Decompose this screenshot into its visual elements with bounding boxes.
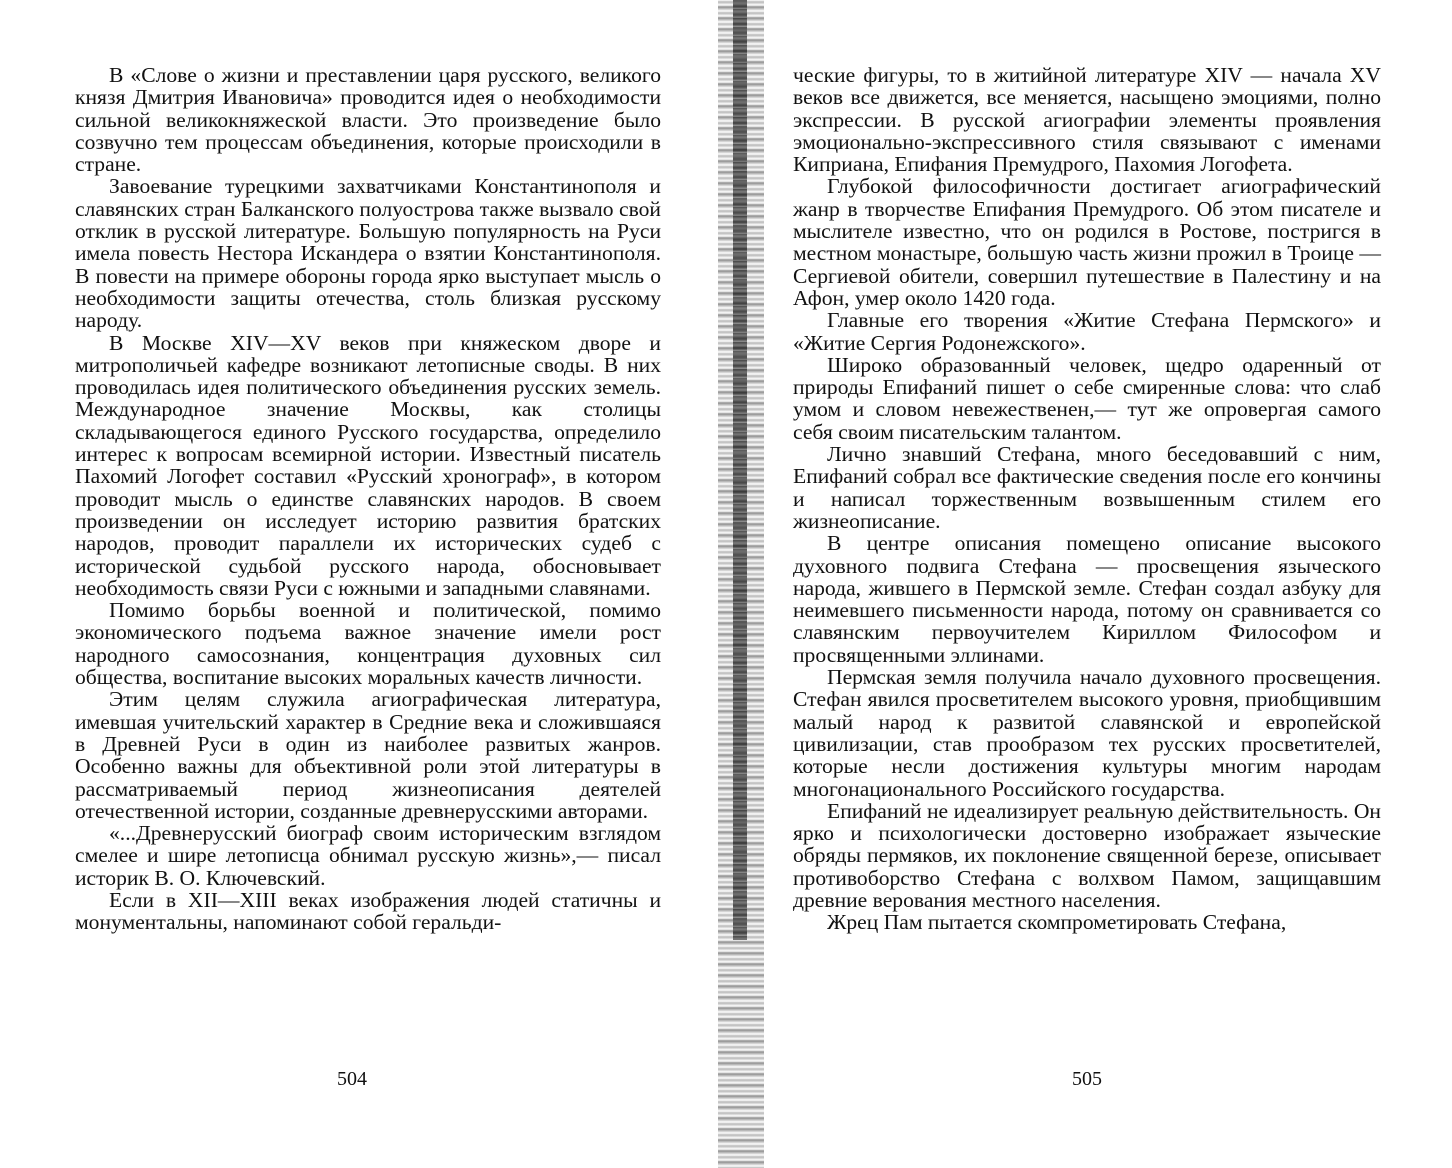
paragraph: Жрец Пам пытается скомпрометировать Стефана, (827, 910, 1287, 935)
paragraph: Широко образованный человек, щедро одаренный от природы Епифаний пишет о себе смиренные слова: что слаб умом и словом невежественен,— тут же опровергая самого себя своим писательским талантом. (793, 352, 1381, 444)
paragraph: Лично знавший Стефана, много беседовавший с ним, Епифаний собрал все фактические сведения после его кончины и написал торжественным возвышенным стилем его жизнеописание. (793, 442, 1381, 533)
page-number-left: 504 (337, 1068, 367, 1090)
paragraph: Если в XII—XIII веках изображения людей статичны и монументальны, напоминают собой геральди- (75, 887, 661, 935)
paragraph: Главные его творения «Житие Стефана Пермского» и «Житие Сергия Родонежского». (793, 308, 1381, 355)
paragraph: В центре описания помещено описание высокого духовного подвига Стефана — просвещения языческого народа, жившего в Пермской земле. Стефан создал азбуку для неимевшего письменности народа, потому он сравнивается со славянским первоучителем Кириллом Философом и просвященными эллинами. (793, 531, 1381, 667)
paragraph: Епифаний не идеализирует реальную действительность. Он ярко и психологически достоверно изображает языческие обряды пермяков, их поклонение священной березе, описывает противоборство Стефана с волхвом Памом, защищавшим древние верования местного населения. (793, 798, 1381, 912)
right-page-text (793, 64, 1381, 934)
paragraph: «...Древнерусский биограф своим историческим взглядом смелее и шире летописца обнимал русскую жизнь»,— писал историк В. О. Ключевский. (75, 821, 661, 890)
paragraph: В Москве XIV—XV веков при княжеском дворе и митрополичьей кафедре возникают летописные своды. В них проводилась идея политического объединения русских земель. Международное значение Москвы, как столицы складывающегося единого Русского государства, определило интерес к вопросам всемирной истории. Известный писатель Пахомий Логофет составил «Русский хронограф», в котором проводит мысль о единстве славянских народов. В своем произведении он исследует историю развития братских народов, проводит параллели их исторических судеб с исторической судьбой русского народа, обосновывает необходимость связи Руси с южными и западными славянами. (75, 330, 661, 600)
paragraph: Этим целям служила агиографическая литература, имевшая учительский характер в Средние века и сложившаяся в Древней Руси в один из наиболее развитых жанров. Особенно важны для объективной роли этой литературы в рассматриваемый период жизнеописания деятелей отечественной истории, созданные древнерусскими авторами. (75, 687, 661, 823)
paragraph: Глубокой философичности достигает агиографический жанр в творчестве Епифания Премудрого. Об этом писателе и мыслителе известно, что он родился в Ростове, постригся в местном монастыре, большую часть жизни прожил в Троице — Сергиевой обители, совершил путешествие в Палестину и на Афон, умер около 1420 года. (793, 174, 1381, 310)
right-page (737, 0, 1452, 1168)
paragraph: Пермская земля получила начало духовного просвещения. Стефан явился просветителем высокого уровня, приобщившим малый народ к развитой славянской и европейской цивилизации, став прообразом тех русских просветителей, которые несли достижения культуры многим народам многонационального Российского государства. (793, 665, 1381, 801)
paragraph: Помимо борьбы военной и политической, помимо экономического подъема важное значение имели рост народного самосознания, концентрация духовных сил общества, воспитание высоких моральных качеств личности. (75, 598, 661, 690)
paragraph: Завоевание турецкими захватчиками Константинополя и славянских стран Балканского полуострова также вызвало свой отклик в русской литературе. Большую популярность на Руси имела повесть Нестора Искандера о взятии Константинополя. В повести на примере обороны города ярко выступает мысль о необходимости защиты отечества, столь близкая русскому народу. (75, 174, 661, 333)
left-page-text (75, 64, 661, 934)
paragraph: В «Слове о жизни и преставлении царя русского, великого князя Дмитрия Ивановича» проводится идея о необходимости сильной великокняжеской власти. Это произведение было созвучно тем процессам объединения, которые происходили в стране. (75, 63, 661, 177)
paragraph: ческие фигуры, то в житийной литературе XIV — начала XV веков все движется, все меняется, насыщено эмоциями, полно экспрессии. В русской агиографии элементы проявления эмоционально-экспрессивного стиля связывают с именами Киприана, Епифания Премудрого, Пахомия Логофета. (793, 63, 1381, 177)
page-number-right: 505 (1072, 1068, 1102, 1090)
left-page (0, 0, 715, 1168)
